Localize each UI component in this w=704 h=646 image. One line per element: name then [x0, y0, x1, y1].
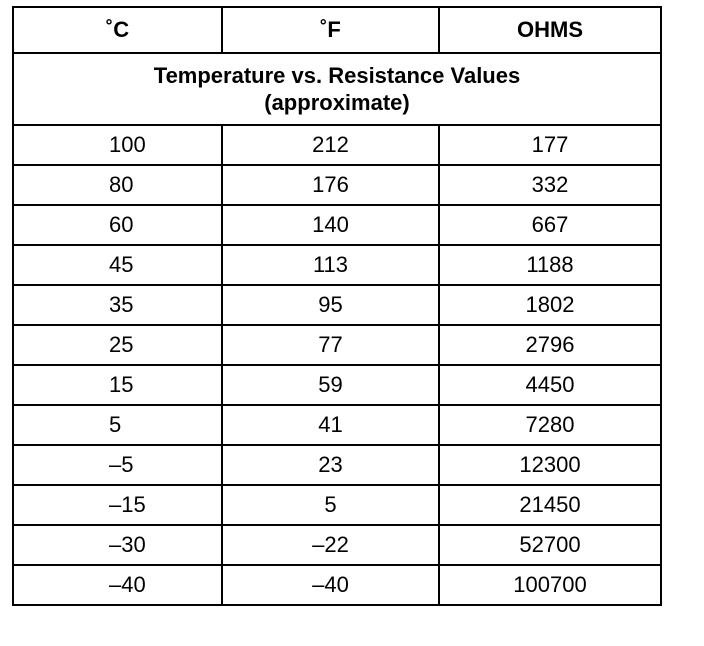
fahrenheit-cell: 5	[222, 485, 439, 525]
ohms-cell: 100700	[439, 565, 660, 604]
fahrenheit-cell: 140	[222, 205, 439, 245]
ohms-cell: 21450	[439, 485, 660, 525]
data-table	[14, 8, 660, 604]
fahrenheit-cell: 23	[222, 445, 439, 485]
table-title-line2: (approximate)	[264, 90, 410, 115]
celsius-cell: –15	[14, 485, 222, 525]
fahrenheit-cell: 41	[222, 405, 439, 445]
fahrenheit-cell: 212	[222, 125, 439, 165]
ohms-cell: 4450	[439, 365, 660, 405]
ohms-cell: 52700	[439, 525, 660, 565]
table-row	[14, 445, 660, 485]
header-fahrenheit: ˚F	[222, 8, 439, 53]
ohms-cell: 1188	[439, 245, 660, 285]
celsius-cell: 5	[14, 405, 222, 445]
fahrenheit-cell: –22	[222, 525, 439, 565]
celsius-cell: –30	[14, 525, 222, 565]
ohms-cell: 2796	[439, 325, 660, 365]
fahrenheit-cell: 95	[222, 285, 439, 325]
table-title	[14, 53, 660, 125]
celsius-cell: 35	[14, 285, 222, 325]
header-celsius: ˚C	[14, 8, 222, 53]
ohms-cell: 332	[439, 165, 660, 205]
fahrenheit-cell: 77	[222, 325, 439, 365]
table-title-line1: Temperature vs. Resistance Values	[153, 63, 521, 88]
ohms-cell: 1802	[439, 285, 660, 325]
fahrenheit-cell: –40	[222, 565, 439, 604]
ohms-cell: 667	[439, 205, 660, 245]
table-row	[14, 405, 660, 445]
ohms-cell: 177	[439, 125, 660, 165]
table-row	[14, 365, 660, 405]
temperature-resistance-table	[12, 6, 662, 606]
celsius-cell: –5	[14, 445, 222, 485]
table-row	[14, 525, 660, 565]
fahrenheit-cell: 113	[222, 245, 439, 285]
table-row	[14, 165, 660, 205]
fahrenheit-cell: 176	[222, 165, 439, 205]
header-ohms: OHMS	[439, 8, 660, 53]
celsius-cell: 100	[14, 125, 222, 165]
table-row	[14, 485, 660, 525]
table-row	[14, 285, 660, 325]
celsius-cell: 60	[14, 205, 222, 245]
celsius-cell: 25	[14, 325, 222, 365]
header-row	[14, 8, 660, 53]
fahrenheit-cell: 59	[222, 365, 439, 405]
table-row	[14, 205, 660, 245]
table-row	[14, 245, 660, 285]
ohms-cell: 12300	[439, 445, 660, 485]
title-row	[14, 53, 660, 125]
celsius-cell: –40	[14, 565, 222, 604]
table-row	[14, 125, 660, 165]
celsius-cell: 45	[14, 245, 222, 285]
celsius-cell: 15	[14, 365, 222, 405]
table-row	[14, 565, 660, 604]
celsius-cell: 80	[14, 165, 222, 205]
ohms-cell: 7280	[439, 405, 660, 445]
table-row	[14, 325, 660, 365]
